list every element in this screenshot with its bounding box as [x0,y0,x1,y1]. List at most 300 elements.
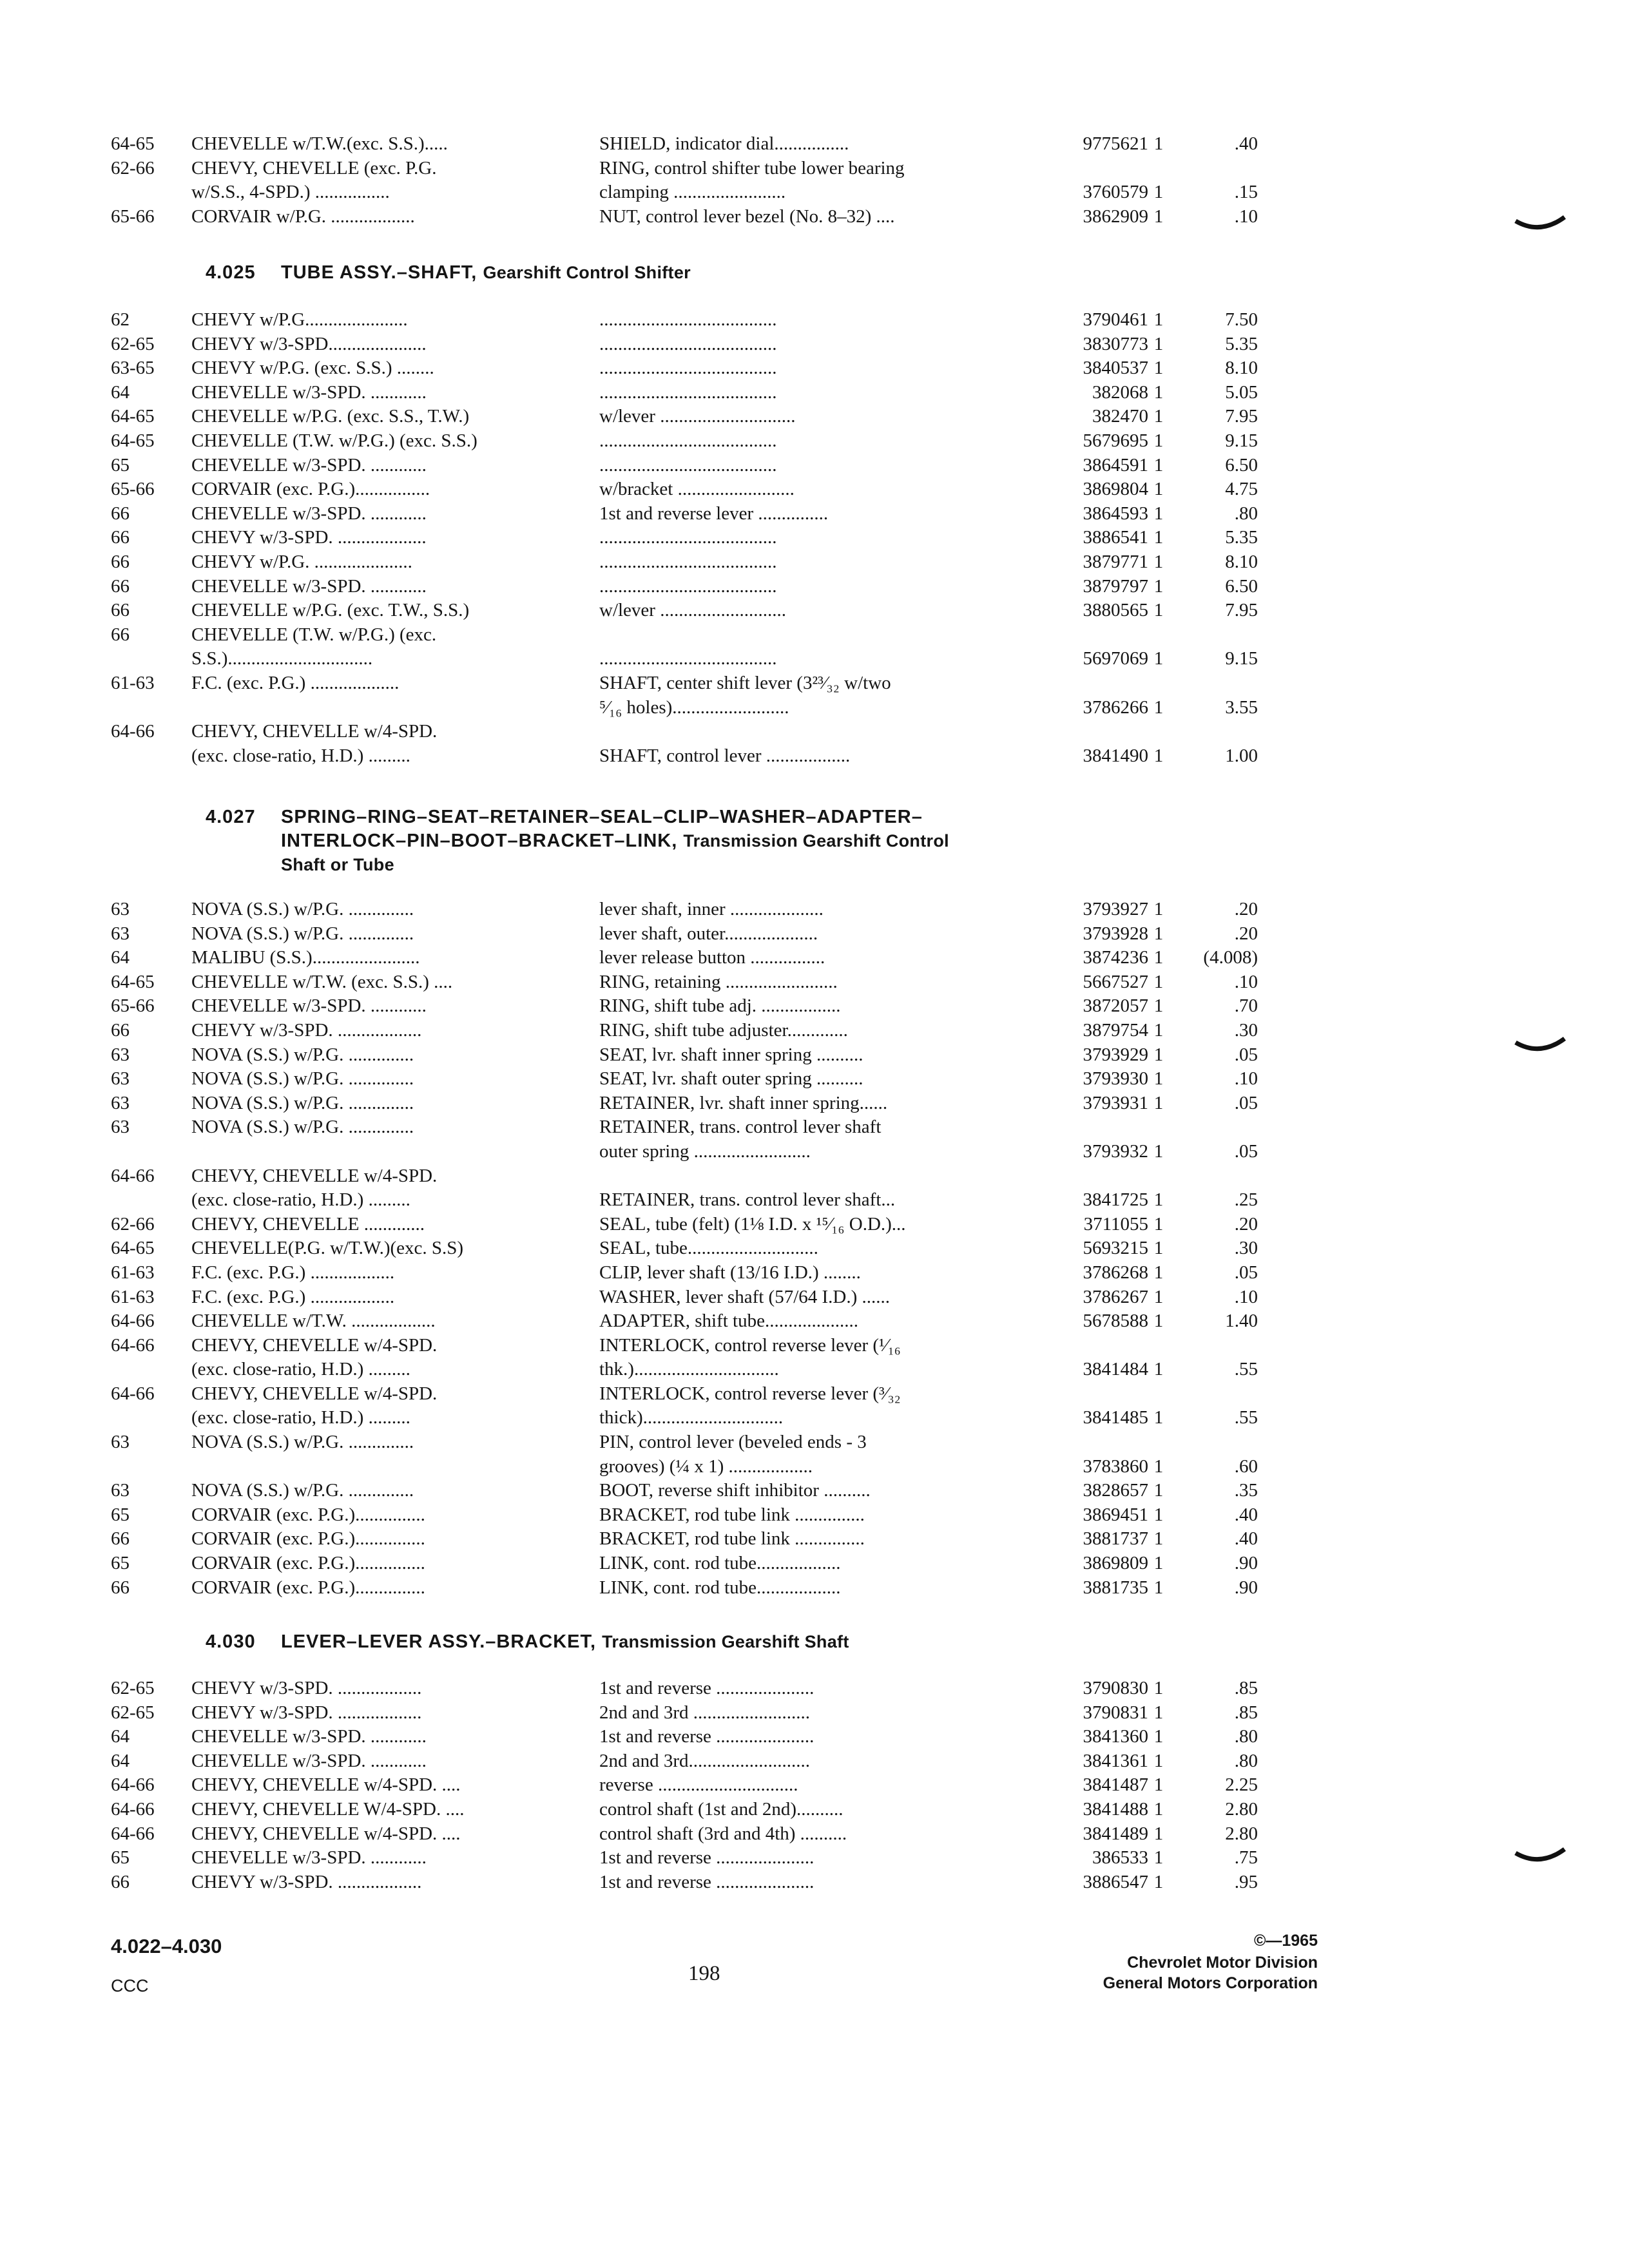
model-cell: F.C. (exc. P.G.) .................. [191,1262,395,1283]
parts-row [0,1798,1629,1822]
year-cell: 64-66 [111,1165,155,1186]
parts-row [0,671,1629,696]
parts-row [0,1382,1629,1407]
part-number-cell: 3879754 [1083,1019,1148,1041]
parts-row [0,1576,1629,1600]
price-cell: 5.35 [1225,527,1258,548]
model-cell: CHEVY, CHEVELLE w/4-SPD. [191,721,438,742]
year-cell: 66 [111,600,130,621]
year-cell: 64 [111,1750,130,1771]
price-cell: .10 [1234,971,1258,992]
top-rows-section [0,132,1629,229]
description-cell: SEAL, tube............................ [599,1238,818,1259]
price-cell: 5.05 [1225,381,1258,403]
parts-row [0,1846,1629,1870]
quantity-cell: 1 [1153,1480,1164,1501]
parts-row [0,205,1629,229]
year-cell: 64 [111,1726,130,1747]
price-cell: (4.008) [1203,947,1258,968]
parts-row [0,477,1629,502]
price-cell: .95 [1234,1871,1258,1892]
price-cell: 8.10 [1225,358,1258,379]
parts-row [0,1309,1629,1334]
parts-row [0,1552,1629,1576]
parts-row [0,1358,1629,1382]
quantity-cell: 1 [1153,1019,1164,1041]
parts-row [0,550,1629,575]
part-number-cell: 3841360 [1083,1726,1148,1747]
year-cell: 65-66 [111,995,155,1017]
footer-division: Chevrolet Motor Division [1127,1954,1318,1972]
year-cell: 66 [111,551,130,572]
part-number-cell: 3790831 [1083,1702,1148,1723]
description-cell: BRACKET, rod tube link ............... [599,1528,865,1550]
model-cell: CHEVELLE w/3-SPD. ............ [191,1726,427,1747]
description-cell: ...................................... [599,527,777,548]
quantity-cell: 1 [1153,899,1164,919]
description-cell: RETAINER, trans. control lever shaft... [599,1189,896,1211]
quantity-cell: 1 [1153,381,1164,403]
part-number-cell: 3793930 [1083,1068,1148,1090]
binder-mark-3 [1514,1841,1566,1867]
part-number-cell: 3880565 [1083,600,1148,621]
description-cell: 1st and reverse ..................... [599,1847,815,1869]
description-cell: 1st and reverse lever ............... [599,503,829,524]
part-number-cell: 3841725 [1083,1189,1148,1211]
section-4030-rows [0,1677,1629,1894]
description-cell: RING, shift tube adj. ................. [599,995,841,1017]
price-cell: 2.80 [1225,1798,1258,1820]
description-cell: BRACKET, rod tube link ............... [599,1504,865,1525]
description-cell: ...................................... [599,551,777,572]
parts-row [0,1749,1629,1774]
price-cell: .55 [1234,1359,1258,1380]
quantity-cell: 1 [1153,358,1164,379]
quantity-cell: 1 [1153,1678,1164,1698]
price-cell: 9.15 [1225,430,1258,451]
price-cell: .80 [1234,1750,1258,1771]
description-cell: thk.)............................... [599,1359,779,1380]
parts-row [0,1164,1629,1189]
model-cell: CORVAIR (exc. P.G.)............... [191,1504,425,1525]
year-cell: 63 [111,1044,130,1065]
description-cell: ...................................... [599,381,777,403]
parts-row [0,1334,1629,1358]
part-number-cell: 3793932 [1083,1140,1148,1162]
part-number-cell: 3874236 [1083,947,1148,968]
model-cell: S.S.)............................... [191,648,373,669]
price-cell: 7.95 [1225,406,1258,427]
parts-row [0,1043,1629,1068]
parts-row [0,381,1629,405]
part-number-cell: 9775621 [1083,133,1148,154]
quantity-cell: 1 [1153,1456,1164,1477]
description-cell: control shaft (3rd and 4th) .......... [599,1823,847,1844]
model-cell: CHEVELLE w/3-SPD. ............ [191,503,427,524]
quantity-cell: 1 [1153,1823,1164,1844]
part-number-cell: 3881737 [1083,1528,1148,1550]
model-cell: CHEVY w/3-SPD..................... [191,333,427,354]
parts-row [0,1527,1629,1552]
model-cell: NOVA (S.S.) w/P.G. .............. [191,1068,414,1090]
parts-row [0,1677,1629,1701]
parts-row [0,405,1629,429]
model-cell: CHEVELLE w/3-SPD. ............ [191,1847,427,1869]
description-cell: LINK, cont. rod tube.................. [599,1553,841,1574]
quantity-cell: 1 [1153,1847,1164,1869]
parts-row [0,332,1629,357]
parts-row [0,1870,1629,1895]
price-cell: .10 [1234,1068,1258,1090]
model-cell: CORVAIR (exc. P.G.)............... [191,1528,425,1550]
price-cell: 1.00 [1225,745,1258,766]
description-cell: ADAPTER, shift tube.................... [599,1311,858,1332]
year-cell: 62-66 [111,157,155,178]
model-cell: CHEVELLE w/T.W. .................. [191,1311,436,1332]
year-cell: 64-65 [111,971,155,992]
model-cell: (exc. close-ratio, H.D.) ......... [191,1189,410,1211]
parts-row [0,132,1629,157]
model-cell: MALIBU (S.S.)....................... [191,947,420,968]
quantity-cell: 1 [1153,551,1164,572]
quantity-cell: 1 [1153,333,1164,354]
quantity-cell: 1 [1153,454,1164,476]
description-cell: ...................................... [599,648,777,669]
year-cell: 65 [111,454,130,476]
quantity-cell: 1 [1153,1286,1164,1307]
description-cell: lever shaft, outer.................... [599,923,818,944]
quantity-cell: 1 [1153,309,1164,330]
quantity-cell: 1 [1153,1871,1164,1892]
part-number-cell: 3862909 [1083,206,1148,227]
price-cell: .80 [1234,503,1258,524]
price-cell: .10 [1234,1286,1258,1307]
model-cell: CHEVY w/3-SPD. .................. [191,1019,422,1041]
quantity-cell: 1 [1153,1238,1164,1259]
price-cell: 7.50 [1225,309,1258,330]
footer-range: 4.022–4.030 [111,1935,222,1957]
year-cell: 64-65 [111,1238,155,1259]
part-number-cell: 5697069 [1083,648,1148,669]
quantity-cell: 1 [1153,745,1164,766]
price-cell: 1.40 [1225,1311,1258,1332]
quantity-cell: 1 [1153,575,1164,597]
year-cell: 65 [111,1504,130,1525]
description-cell: SHAFT, control lever .................. [599,745,851,766]
parts-row [0,647,1629,671]
year-cell: 62-65 [111,1702,155,1723]
parts-row [0,575,1629,599]
model-cell: NOVA (S.S.) w/P.G. .............. [191,1117,414,1138]
model-cell: CHEVY w/P.G. ..................... [191,551,412,572]
part-number-cell: 5667527 [1083,971,1148,992]
parts-row [0,526,1629,550]
quantity-cell: 1 [1153,527,1164,548]
parts-row [0,1236,1629,1261]
model-cell: CHEVY, CHEVELLE w/4-SPD. [191,1334,438,1356]
parts-row [0,1067,1629,1091]
quantity-cell: 1 [1153,133,1164,154]
year-cell: 65-66 [111,479,155,500]
year-cell: 63 [111,1068,130,1090]
quantity-cell: 1 [1153,1262,1164,1283]
parts-row [0,1213,1629,1237]
model-cell: CHEVELLE w/T.W. (exc. S.S.) .... [191,971,453,992]
description-cell: ...................................... [599,430,777,451]
part-number-cell: 3783860 [1083,1456,1148,1477]
part-number-cell: 3793929 [1083,1044,1148,1065]
year-cell: 61-63 [111,672,155,693]
description-cell: INTERLOCK, control reverse lever (¹⁄₁₆ [599,1334,901,1356]
section-number: 4.025 [206,262,256,283]
part-number-cell: 3793928 [1083,923,1148,944]
model-cell: CHEVY, CHEVELLE W/4-SPD. .... [191,1798,465,1820]
part-number-cell: 3793931 [1083,1092,1148,1113]
description-cell: RING, control shifter tube lower bearing [599,157,905,178]
price-cell: .10 [1234,206,1258,227]
year-cell: 64-66 [111,1311,155,1332]
price-cell: .05 [1234,1092,1258,1113]
year-cell: 63 [111,1480,130,1501]
quantity-cell: 1 [1153,697,1164,718]
part-number-cell: 5679695 [1083,430,1148,451]
year-cell: 62-66 [111,1213,155,1235]
part-number-cell: 3869804 [1083,479,1148,500]
parts-row [0,1822,1629,1847]
year-cell: 64-66 [111,1774,155,1796]
section-title-line2: INTERLOCK–PIN–BOOT–BRACKET–LINK, Transmission Gearshift Control [281,831,949,851]
price-cell: 6.50 [1225,575,1258,597]
parts-row [0,1725,1629,1749]
part-number-cell: 3790461 [1083,309,1148,330]
part-number-cell: 3840537 [1083,358,1148,379]
quantity-cell: 1 [1153,1577,1164,1598]
description-cell: CLIP, lever shaft (13/16 I.D.) ........ [599,1262,861,1283]
price-cell: .90 [1234,1577,1258,1598]
model-cell: CHEVY w/3-SPD. .................. [191,1871,422,1892]
part-number-cell: 3841487 [1083,1774,1148,1796]
quantity-cell: 1 [1153,1044,1164,1065]
part-number-cell: 3864591 [1083,454,1148,476]
year-cell: 66 [111,503,130,524]
model-cell: CHEVELLE w/3-SPD. ............ [191,575,427,597]
section-title-line3: Shaft or Tube [281,855,394,874]
parts-row [0,1430,1629,1455]
quantity-cell: 1 [1153,503,1164,524]
parts-row [0,1479,1629,1503]
binder-mark-1 [1514,209,1566,235]
model-cell: CHEVY, CHEVELLE w/4-SPD. .... [191,1774,461,1796]
model-cell: NOVA (S.S.) w/P.G. .............. [191,899,414,919]
parts-row [0,454,1629,478]
description-cell: LINK, cont. rod tube.................. [599,1577,841,1598]
price-cell: .20 [1234,1213,1258,1235]
year-cell: 64 [111,381,130,403]
description-cell: thick).............................. [599,1407,784,1428]
year-cell: 66 [111,527,130,548]
binder-mark-2 [1514,1031,1566,1057]
price-cell: 4.75 [1225,479,1258,500]
price-cell: .40 [1234,1504,1258,1525]
price-cell: .05 [1234,1044,1258,1065]
price-cell: .40 [1234,133,1258,154]
description-cell: NUT, control lever bezel (No. 8–32) .... [599,206,895,227]
model-cell: CHEVELLE (T.W. w/P.G.) (exc. [191,624,437,645]
part-number-cell: 3841361 [1083,1750,1148,1771]
description-cell: RING, retaining ........................ [599,971,838,992]
part-number-cell: 3841490 [1083,745,1148,766]
model-cell: NOVA (S.S.) w/P.G. .............. [191,1044,414,1065]
parts-row [0,1503,1629,1528]
parts-row [0,720,1629,744]
part-number-cell: 3711055 [1083,1213,1148,1235]
model-cell: NOVA (S.S.) w/P.G. .............. [191,1432,414,1453]
description-cell: 1st and reverse ..................... [599,1726,815,1747]
section-title-line1: SPRING–RING–SEAT–RETAINER–SEAL–CLIP–WASHER–ADAPTER– [281,807,923,827]
model-cell: CHEVELLE w/3-SPD. ............ [191,381,427,403]
model-cell: w/S.S., 4-SPD.) ................ [191,182,390,203]
year-cell: 66 [111,1577,130,1598]
model-cell: CHEVY, CHEVELLE (exc. P.G. [191,157,437,178]
model-cell: CHEVY w/3-SPD. ................... [191,527,427,548]
parts-row [0,1140,1629,1164]
description-cell: SEAT, lvr. shaft outer spring .......... [599,1068,863,1090]
parts-row [0,1285,1629,1310]
quantity-cell: 1 [1153,1798,1164,1820]
price-cell: .20 [1234,923,1258,944]
part-number-cell: 3760579 [1083,182,1148,203]
footer-code: CCC [111,1976,149,1995]
model-cell: CHEVY, CHEVELLE w/4-SPD. [191,1165,438,1186]
year-cell: 63 [111,899,130,919]
description-cell: w/lever ........................... [599,600,786,621]
model-cell: CHEVELLE w/3-SPD. ............ [191,995,427,1017]
year-cell: 63-65 [111,358,155,379]
model-cell: CHEVY, CHEVELLE w/4-SPD. [191,1383,438,1404]
price-cell: .35 [1234,1480,1258,1501]
description-cell: reverse .............................. [599,1774,798,1796]
quantity-cell: 1 [1153,1092,1164,1113]
quantity-cell: 1 [1153,1311,1164,1332]
quantity-cell: 1 [1153,182,1164,203]
description-cell: BOOT, reverse shift inhibitor .......... [599,1480,871,1501]
quantity-cell: 1 [1153,1407,1164,1428]
year-cell: 61-63 [111,1286,155,1307]
part-number-cell: 382068 [1092,381,1148,403]
parts-row [0,994,1629,1019]
parts-row [0,180,1629,205]
part-number-cell: 3864593 [1083,503,1148,524]
quantity-cell: 1 [1153,1140,1164,1162]
year-cell: 66 [111,575,130,597]
price-cell: .05 [1234,1262,1258,1283]
description-cell: RETAINER, trans. control lever shaft [599,1117,882,1138]
parts-row [0,1115,1629,1140]
part-number-cell: 382470 [1092,406,1148,427]
parts-row [0,1188,1629,1213]
part-number-cell: 3886547 [1083,1871,1148,1892]
model-cell: (exc. close-ratio, H.D.) ......... [191,1407,410,1428]
parts-row [0,599,1629,623]
part-number-cell: 5678588 [1083,1311,1148,1332]
quantity-cell: 1 [1153,971,1164,992]
parts-row [0,922,1629,947]
model-cell: CORVAIR (exc. P.G.)............... [191,1577,425,1598]
description-cell: 2nd and 3rd ......................... [599,1702,811,1723]
model-cell: CHEVY w/3-SPD. .................. [191,1702,422,1723]
quantity-cell: 1 [1153,600,1164,621]
year-cell: 64-66 [111,1798,155,1820]
description-cell: ...................................... [599,454,777,476]
parts-row [0,744,1629,769]
model-cell: CHEVELLE w/3-SPD. ............ [191,1750,427,1771]
model-cell: CORVAIR (exc. P.G.)................ [191,479,430,500]
quantity-cell: 1 [1153,1553,1164,1574]
part-number-cell: 3841485 [1083,1407,1148,1428]
description-cell: w/bracket ......................... [599,479,795,500]
price-cell: .75 [1234,1847,1258,1869]
parts-row [0,429,1629,454]
part-number-cell: 3841489 [1083,1823,1148,1844]
quantity-cell: 1 [1153,1702,1164,1723]
model-cell: (exc. close-ratio, H.D.) ......... [191,745,410,766]
footer-copyright: ©—1965 [1253,1932,1318,1950]
price-cell: .20 [1234,899,1258,919]
model-cell: NOVA (S.S.) w/P.G. .............. [191,1092,414,1113]
price-cell: .25 [1234,1189,1258,1211]
description-cell: SHAFT, center shift lever (3²³⁄₃₂ w/two [599,672,891,693]
quantity-cell: 1 [1153,1750,1164,1771]
description-cell: w/lever ............................. [599,406,796,427]
year-cell: 64-66 [111,1334,155,1356]
part-number-cell: 3830773 [1083,333,1148,354]
section-4027-rows [0,898,1629,1600]
year-cell: 65 [111,1553,130,1574]
price-cell: .70 [1234,995,1258,1017]
year-cell: 62-65 [111,1678,155,1698]
year-cell: 65-66 [111,206,155,227]
parts-row [0,1091,1629,1116]
price-cell: 7.95 [1225,600,1258,621]
description-cell: SEAL, tube (felt) (1⅛ I.D. x ¹⁵⁄₁₆ O.D.)... [599,1213,906,1235]
price-cell: 8.10 [1225,551,1258,572]
year-cell: 64-65 [111,430,155,451]
quantity-cell: 1 [1153,995,1164,1017]
year-cell: 61-63 [111,1262,155,1283]
model-cell: CHEVY w/3-SPD. .................. [191,1678,422,1698]
part-number-cell: 3828657 [1083,1480,1148,1501]
description-cell: ...................................... [599,358,777,379]
part-number-cell: 3790830 [1083,1678,1148,1698]
description-cell: SEAT, lvr. shaft inner spring .......... [599,1044,863,1065]
year-cell: 62-65 [111,333,155,354]
model-cell: CHEVELLE w/P.G. (exc. T.W., S.S.) [191,600,470,621]
footer-corporation: General Motors Corporation [1103,1974,1318,1992]
price-cell: 3.55 [1225,697,1258,718]
parts-row [0,1455,1629,1479]
description-cell: PIN, control lever (beveled ends - 3 [599,1432,867,1453]
price-cell: 5.35 [1225,333,1258,354]
quantity-cell: 1 [1153,648,1164,669]
description-cell: lever release button ................ [599,947,825,968]
part-number-cell: 3786268 [1083,1262,1148,1283]
year-cell: 63 [111,1117,130,1138]
model-cell: CHEVELLE(P.G. w/T.W.)(exc. S.S) [191,1238,464,1259]
year-cell: 66 [111,1528,130,1550]
year-cell: 65 [111,1847,130,1869]
part-number-cell: 3879771 [1083,551,1148,572]
parts-row [0,970,1629,995]
